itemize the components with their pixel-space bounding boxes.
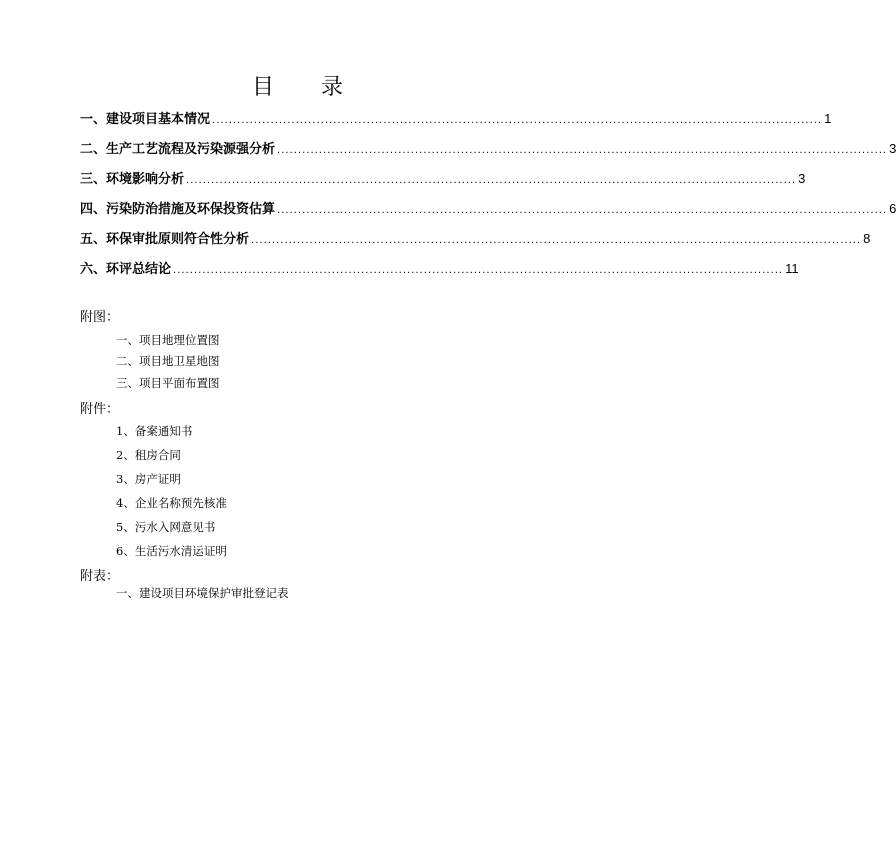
toc-leader-dots: .................................................................................................................................................. bbox=[186, 175, 797, 186]
figure-item: 三、项目平面布置图 bbox=[116, 376, 220, 390]
figures-heading: 附图： bbox=[80, 310, 120, 325]
toc-entry-page: 3 bbox=[798, 171, 806, 186]
toc-entry-label: 三、环境影响分析 bbox=[80, 172, 185, 187]
attachment-item: 2、租房合同 bbox=[116, 448, 181, 462]
toc-entry-page: 3 bbox=[889, 141, 896, 156]
attachment-item: 3、房产证明 bbox=[116, 472, 181, 486]
attachment-item: 1、备案通知书 bbox=[116, 424, 193, 438]
toc-entry-label: 一、建设项目基本情况 bbox=[80, 112, 211, 127]
toc-entry-page: 6 bbox=[889, 201, 896, 216]
attachment-item: 6、生活污水清运证明 bbox=[116, 544, 227, 558]
attachment-item: 5、污水入网意见书 bbox=[116, 520, 216, 534]
toc-entry[interactable] bbox=[80, 168, 806, 198]
toc-leader-dots: .................................................................................................................................................. bbox=[277, 205, 888, 216]
toc-entry-label: 二、生产工艺流程及污染源强分析 bbox=[80, 142, 276, 157]
toc-entry-page: 8 bbox=[863, 231, 871, 246]
toc-entry[interactable] bbox=[80, 228, 871, 258]
toc-entry-label: 六、环评总结论 bbox=[80, 262, 172, 277]
toc-leader-dots: .................................................................................................................................................. bbox=[277, 145, 888, 156]
attachments-heading: 附件： bbox=[80, 402, 120, 417]
toc-entry-page: 1 bbox=[824, 111, 832, 126]
table-of-contents bbox=[80, 108, 896, 288]
page-title: 目 录 bbox=[252, 75, 363, 100]
figure-item: 一、项目地理位置图 bbox=[116, 333, 220, 347]
toc-entry[interactable] bbox=[80, 108, 832, 138]
tables-heading: 附表： bbox=[80, 569, 120, 584]
toc-entry-page: 11 bbox=[785, 261, 799, 276]
toc-leader-dots: .................................................................................................................................................. bbox=[173, 265, 784, 276]
table-item: 一、建设项目环境保护审批登记表 bbox=[116, 586, 289, 600]
toc-leader-dots: .................................................................................................................................................. bbox=[251, 235, 862, 246]
toc-entry[interactable] bbox=[80, 138, 896, 168]
toc-entry[interactable] bbox=[80, 258, 799, 288]
toc-entry-label: 五、环保审批原则符合性分析 bbox=[80, 232, 250, 247]
figure-item: 二、项目地卫星地图 bbox=[116, 354, 220, 368]
toc-leader-dots: .................................................................................................................................................. bbox=[212, 115, 823, 126]
toc-entry-label: 四、污染防治措施及环保投资估算 bbox=[80, 202, 276, 217]
attachment-item: 4、企业名称预先核准 bbox=[116, 496, 227, 510]
toc-entry[interactable] bbox=[80, 198, 896, 228]
